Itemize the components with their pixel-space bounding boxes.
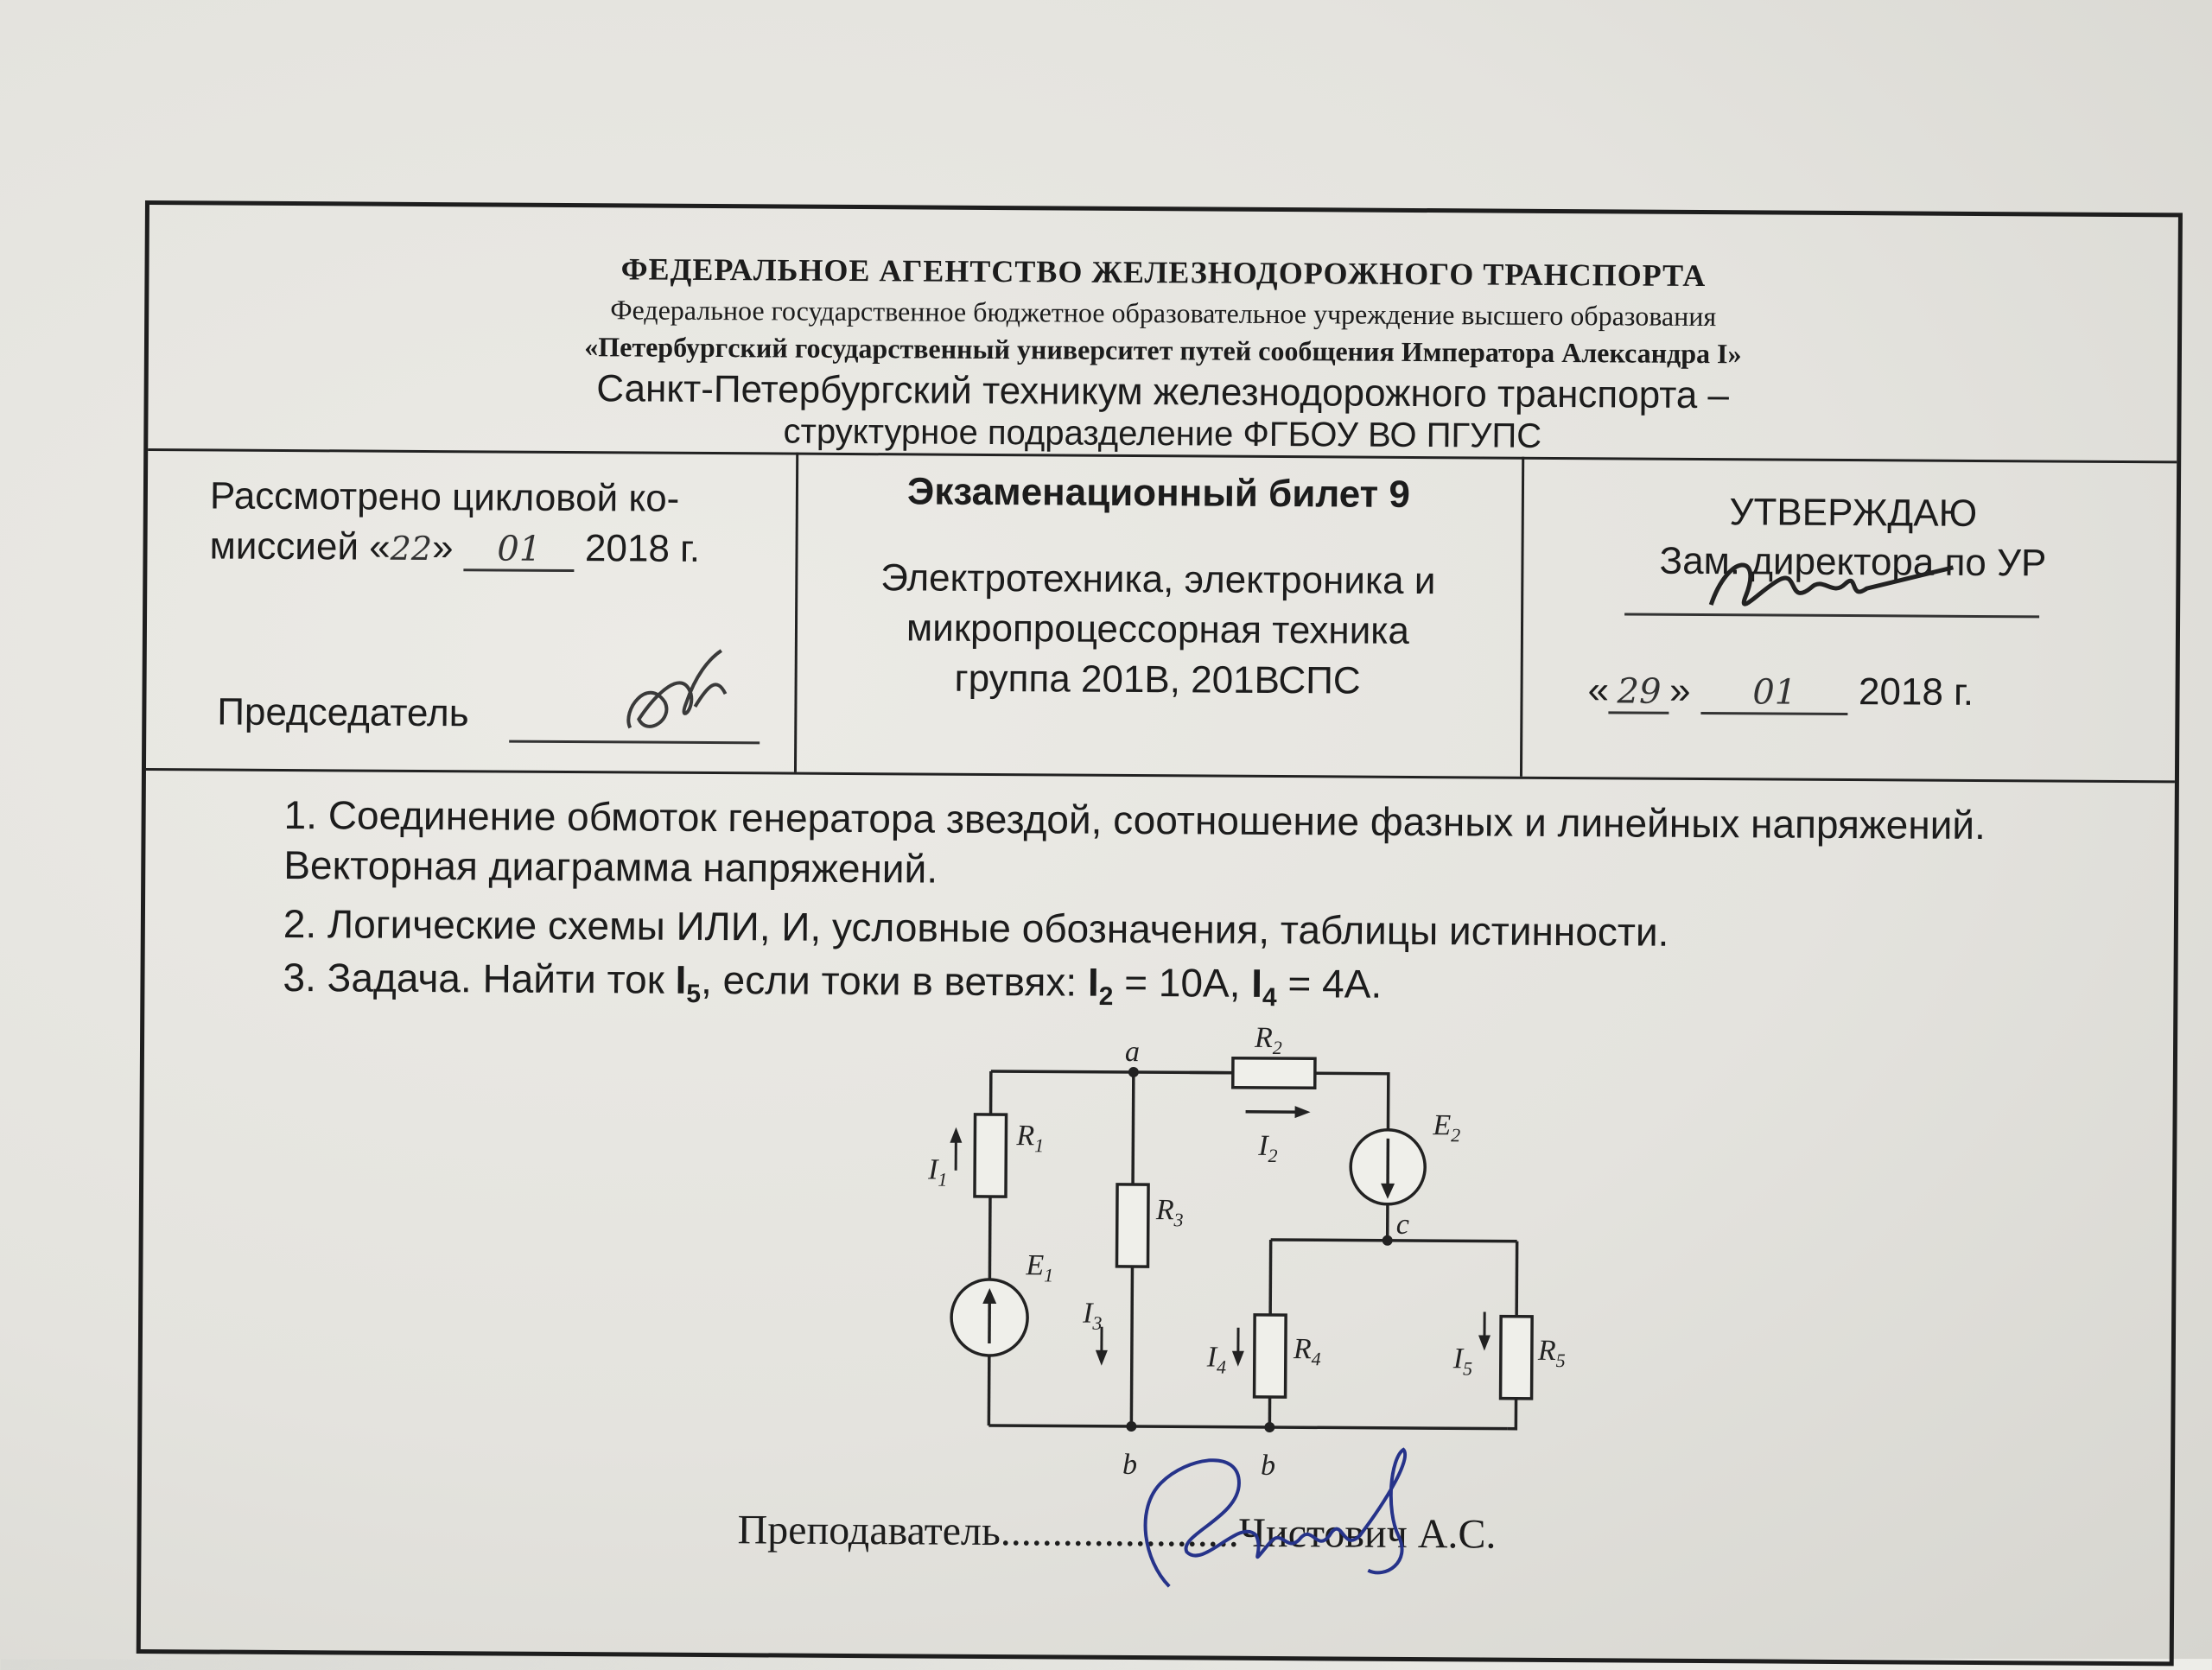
label-r4: $R_4$ <box>1293 1333 1321 1369</box>
label-node-b2: b <box>1261 1450 1275 1482</box>
label-node-b1: b <box>1122 1449 1137 1481</box>
label-r5: $R_5$ <box>1537 1335 1566 1371</box>
approval-block <box>1520 457 2185 781</box>
ticket-title: Экзаменационный билет 9 <box>796 470 1522 518</box>
commission-day: 22 <box>391 530 433 568</box>
label-i5: $I_5$ <box>1452 1343 1473 1379</box>
teacher-label: Преподаватель <box>737 1507 1001 1554</box>
node-b1-dot <box>1126 1421 1136 1432</box>
university-name: «Петербургский государственный университет путей сообщения Императора Александра I» <box>149 328 2177 372</box>
label-e2: $E_2$ <box>1432 1109 1460 1146</box>
label-i1: $I_1$ <box>927 1154 948 1191</box>
approval-year: 2018 г. <box>1859 670 1974 714</box>
label-i2: $I_2$ <box>1257 1130 1278 1166</box>
commission-line2: миссией «22» 01 2018 г. <box>209 524 700 572</box>
questions-section <box>141 768 2175 1670</box>
approval-month: 01 <box>1701 672 1848 715</box>
college-name-line2: структурное подразделение ФГБОУ ВО ПГУПС <box>148 409 2177 460</box>
teacher-name: Чистович А.С. <box>1239 1510 1497 1558</box>
approval-row <box>146 448 2177 783</box>
ticket-header <box>148 205 2178 463</box>
node-a-dot <box>1128 1067 1139 1077</box>
commission-line1: Рассмотрено цикловой ко- <box>210 474 680 520</box>
resistor-r4 <box>1255 1315 1287 1397</box>
label-i4: $I_4$ <box>1206 1342 1227 1378</box>
chair-signature <box>613 641 743 746</box>
question-3: 3. Задача. Найти ток $I_5$, если токи в ветвях: $I_2 = 10А$, $I_4 = 4А$. <box>283 954 1382 1013</box>
commission-block <box>146 448 798 772</box>
agency-title: ФЕДЕРАЛЬНОЕ АГЕНТСТВО ЖЕЛЕЗНОДОРОЖНОГО ТРАНСПОРТА <box>149 248 2177 296</box>
question-2: 2. Логические схемы ИЛИ, И, условные обозначения, таблицы истинности. <box>283 900 1669 956</box>
approval-date: « 29 » 01 2018 г. <box>1587 669 1974 716</box>
label-r1: $R_1$ <box>1015 1120 1044 1156</box>
group-line: группа 201В, 201ВСПС <box>794 657 1520 704</box>
label-r3: $R_3$ <box>1155 1194 1184 1230</box>
teacher-dots: ....................... <box>1001 1508 1239 1556</box>
question-1-line1: 1. Соединение обмоток генератора звездой, соотношение фазных и линейных напряжений. <box>283 791 1986 848</box>
resistor-r3 <box>1116 1184 1148 1267</box>
institution-type: Федеральное государственное бюджетное образовательное учреждение высшего образования <box>149 291 2177 335</box>
resistor-r5 <box>1501 1317 1533 1399</box>
wire-bottom <box>988 1426 1507 1429</box>
subject-line2: микропроцессорная техника <box>795 606 1521 654</box>
college-name-line1: Санкт-Петербургский техникум железнодорожного транспорта – <box>149 365 2177 420</box>
teacher-signature <box>1109 1439 1593 1606</box>
chair-label: Председатель <box>217 691 469 736</box>
label-e1: $E_1$ <box>1025 1249 1053 1286</box>
node-b2-dot <box>1264 1422 1274 1432</box>
commission-year: 2018 г. <box>585 527 700 570</box>
commission-month: 01 <box>464 529 575 572</box>
label-r2: $R_2$ <box>1254 1022 1282 1058</box>
approver-signature <box>1694 536 1971 632</box>
label-node-a: a <box>1125 1036 1140 1068</box>
subject-line1: Электротехника, электроника и <box>795 556 1521 604</box>
approval-day: 29 <box>1609 671 1669 714</box>
circuit-diagram <box>902 1014 1613 1425</box>
approver-position: Зам. директора по УР <box>1521 539 2184 587</box>
approve-label: УТВЕРЖДАЮ <box>1522 490 2185 537</box>
label-node-c: c <box>1396 1209 1409 1241</box>
resistor-r2 <box>1233 1058 1315 1089</box>
wire-node-c <box>1271 1240 1517 1241</box>
question-1-line2: Векторная диаграмма напряжений. <box>283 841 938 892</box>
resistor-r1 <box>975 1114 1007 1197</box>
ticket-title-block <box>794 453 1524 777</box>
node-c-dot <box>1382 1235 1393 1246</box>
exam-ticket <box>137 200 2183 1666</box>
label-i3: $I_3$ <box>1082 1298 1103 1334</box>
